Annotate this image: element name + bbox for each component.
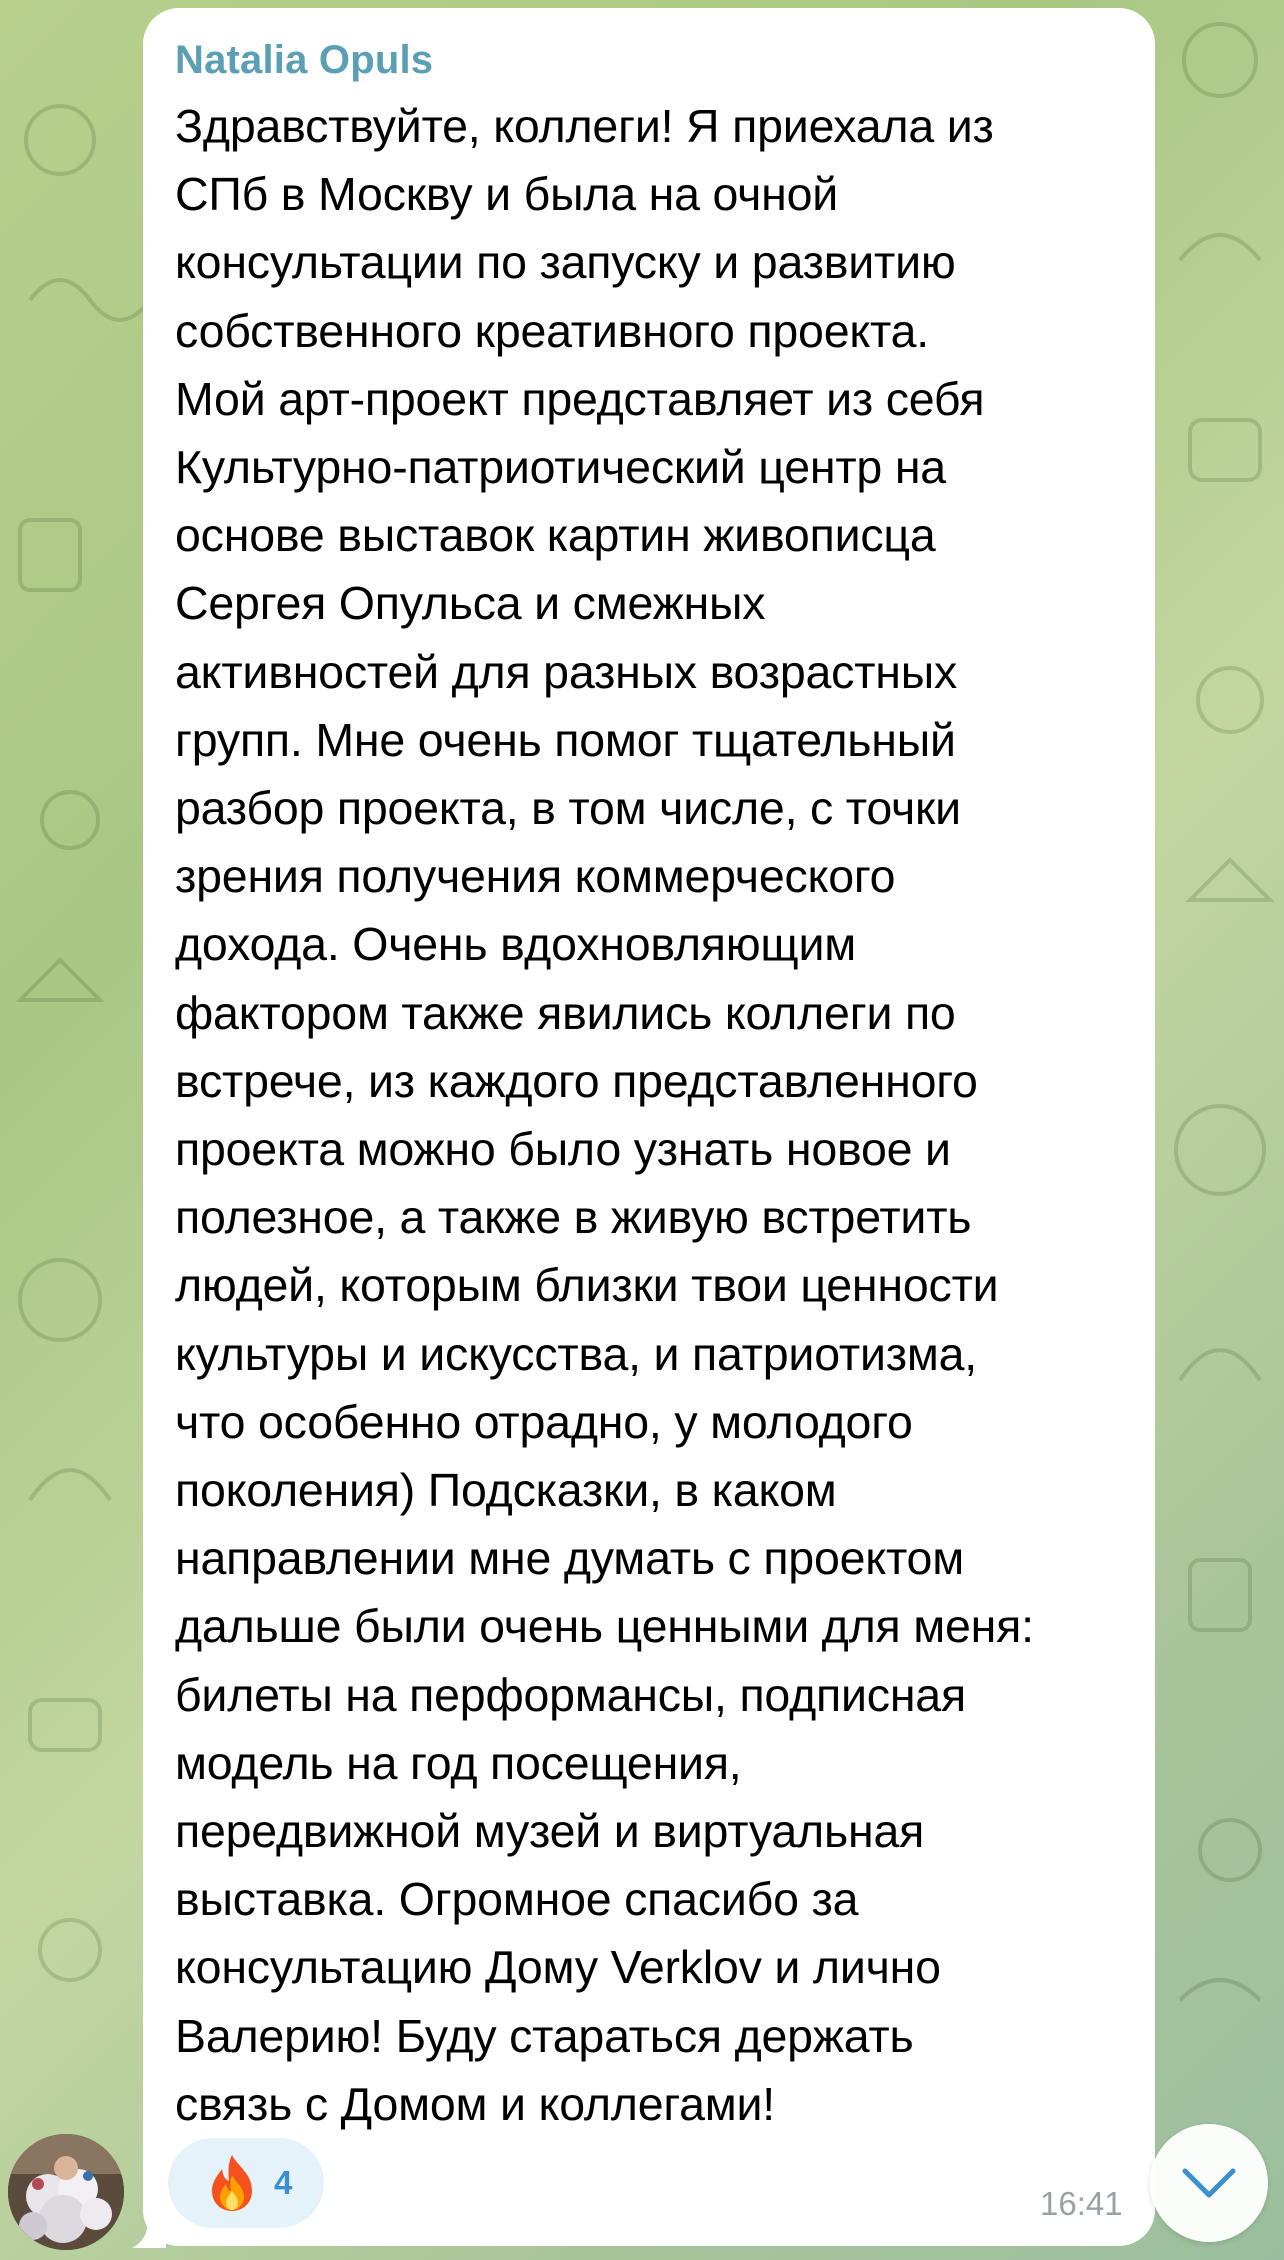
- avatar[interactable]: [8, 2134, 124, 2250]
- fire-emoji-icon: [204, 2153, 260, 2213]
- sender-name[interactable]: Natalia Opuls: [175, 38, 434, 82]
- avatar-image: [8, 2134, 124, 2250]
- scroll-down-button[interactable]: [1150, 2124, 1268, 2242]
- reaction-count: 4: [274, 2164, 293, 2201]
- reaction-fire[interactable]: [168, 2138, 324, 2228]
- message-text: Здравствуйте, коллеги! Я приехала из СПб в Москву и была на очной консультации по запуску и развитию собственного креативного проекта. Мой арт-проект представляет из себя Культурно-патриотический центр на основе выставок картин живописца Сергея Опульса и смежных активностей для разных возрастных групп. Мне очень помог тщательный разбор проекта, в том числе, с точки зрения получения коммерческого дохода. Очень вдохновляющим фактором также явились коллеги по встрече, из каждого представленного проекта можно было узнать новое и полезное, а также в живую встретить людей, которым близки твои ценности культуры и искусства, и патриотизма, что особенно отрадно, у молодого поколения) Подсказки, в каком направлении мне думать с проектом дальше были очень ценными для меня: билеты на перформансы, подписная модель на год посещения, передвижной музей и виртуальная выставка. Огромное спасибо за консультацию Дому Verklov и лично Валерию! Буду стараться держать связь с Домом и коллегами!: [175, 100, 1034, 2130]
- chevron-down-icon: [1179, 2165, 1239, 2201]
- message-timestamp: 16:41: [1040, 2185, 1123, 2222]
- message-bubble[interactable]: [143, 8, 1155, 2246]
